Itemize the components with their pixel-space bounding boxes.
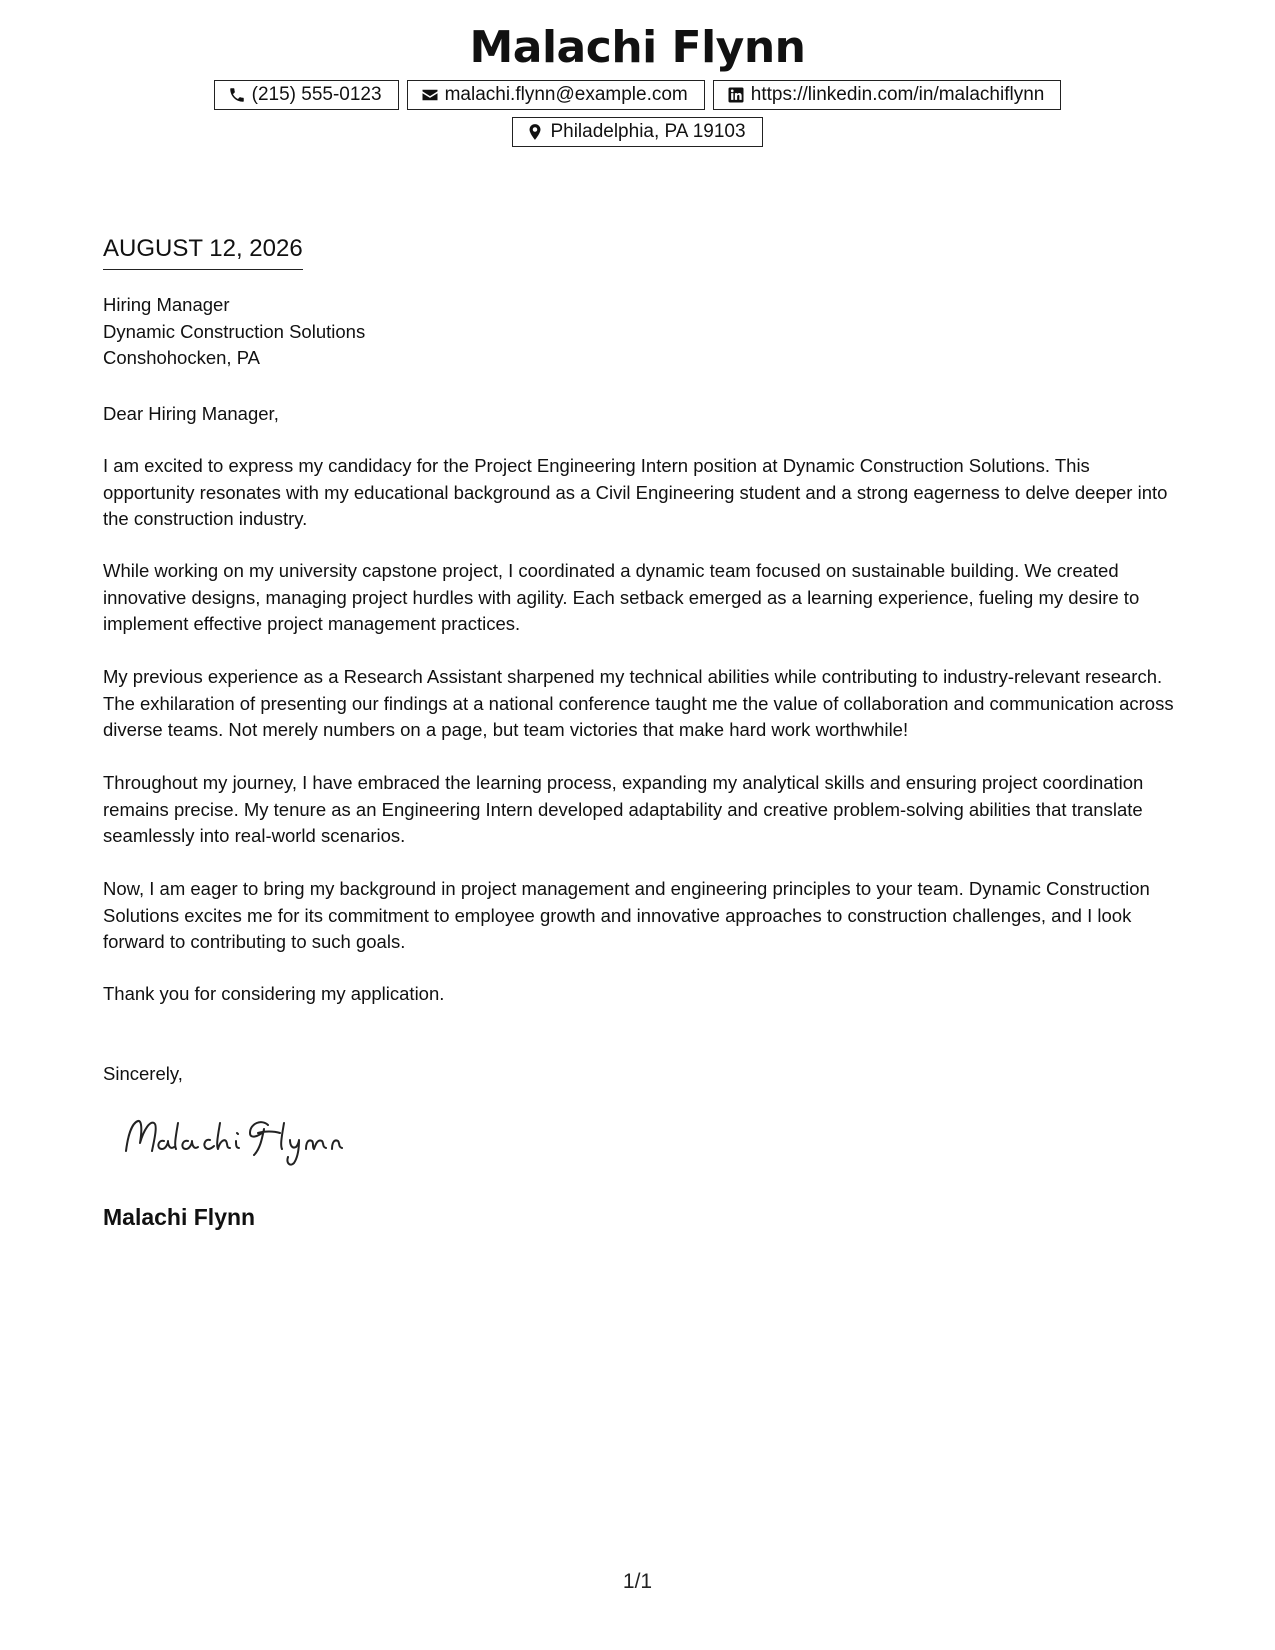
salutation: Dear Hiring Manager, <box>103 403 279 424</box>
contact-location-text: Philadelphia, PA 19103 <box>550 121 746 142</box>
applicant-name: Malachi Flynn <box>469 22 806 73</box>
recipient-title: Hiring Manager <box>103 294 230 315</box>
body-paragraph: My previous experience as a Research Assistant sharpened my technical abilities while contributing to industry-relevant research. The exhilaration of presenting our findings at a national conference taught me the value of collaboration and communication across diverse teams. Not merely numbers on a page, but team victories that make hard work worthwhile! <box>103 666 1174 740</box>
contact-phone[interactable] <box>214 80 399 110</box>
letter-date-block <box>103 233 303 270</box>
recipient-location: Conshohocken, PA <box>103 347 261 368</box>
contact-email[interactable] <box>407 80 705 110</box>
thank-you-line: Thank you for considering my application. <box>103 983 445 1004</box>
handwritten-signature <box>118 1113 358 1167</box>
body-paragraph: Now, I am eager to bring my background in project management and engineering principles to your team. Dynamic Construction Solutions excites me for its commitment to employee growth and innovative approaches to construction challenges, and I look forward to contributing to such goals. <box>103 878 1150 952</box>
letter-date: AUGUST 12, 2026 <box>103 233 303 270</box>
closing-line: Sincerely, <box>103 1063 183 1084</box>
contact-linkedin[interactable] <box>713 80 1062 110</box>
envelope-icon <box>421 86 439 104</box>
phone-icon <box>228 86 246 104</box>
body-paragraph: While working on my university capstone project, I coordinated a dynamic team focused on sustainable building. We created innovative designs, managing project hurdles with agility. Each setback emerged as a learning experience, fueling my desire to implement effective project management practices. <box>103 560 1140 634</box>
contact-row <box>0 117 1275 147</box>
body-paragraph: Throughout my journey, I have embraced the learning process, expanding my analytical skills and ensuring project coordination remains precise. My tenure as an Engineering Intern developed adaptability and creative problem-solving abilities that translate seamlessly into real-world scenarios. <box>103 772 1144 846</box>
recipient-block <box>103 292 365 372</box>
map-pin-icon <box>526 123 544 141</box>
linkedin-icon <box>727 86 745 104</box>
contact-row <box>0 80 1275 110</box>
contact-location[interactable] <box>512 117 762 147</box>
contact-linkedin-text: https://linkedin.com/in/malachiflynn <box>750 84 1045 105</box>
recipient-company: Dynamic Construction Solutions <box>103 320 366 342</box>
contact-phone-text: (215) 555-0123 <box>251 84 382 105</box>
body-paragraph: I am excited to express my candidacy for the Project Engineering Intern position at Dynamic Construction Solutions. This opportunity resonates with my educational background as a Civil Engineering student and a strong eagerness to delve deeper into the construction industry. <box>103 455 1168 529</box>
signed-name: Malachi Flynn <box>103 1204 256 1230</box>
page-number: 1/1 <box>622 1570 653 1593</box>
contact-email-text: malachi.flynn@example.com <box>444 84 688 105</box>
